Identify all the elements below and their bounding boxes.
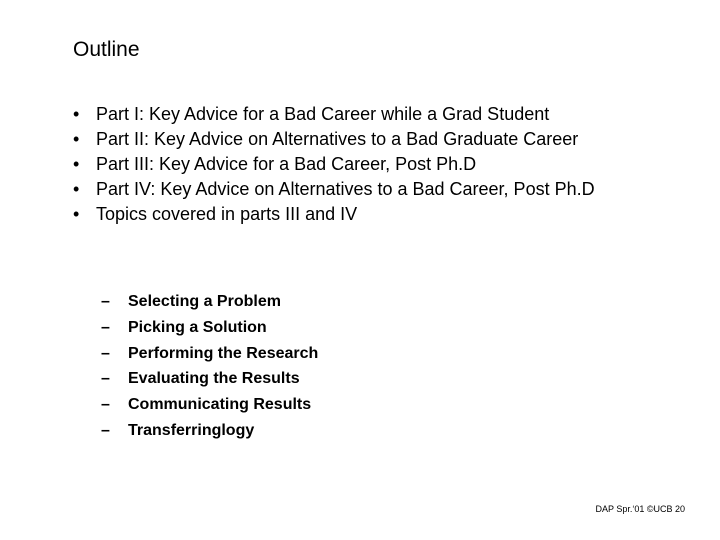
slide-title: Outline xyxy=(73,38,140,61)
dash-marker: – xyxy=(101,396,110,414)
sub-bullet-item xyxy=(101,318,318,338)
sub-bullet-text: Selecting a Problem xyxy=(128,293,281,310)
dash-marker: – xyxy=(101,293,110,310)
sub-bullet-item xyxy=(101,369,318,389)
sub-bullet-item xyxy=(101,344,318,364)
sub-bullet-text: Communicating Results xyxy=(128,396,312,414)
bullet-marker: • xyxy=(73,154,80,174)
bullet-item xyxy=(73,154,656,174)
sub-bullet-text: Evaluating the Results xyxy=(128,370,300,388)
sub-bullet-item xyxy=(101,292,318,312)
dash-marker: – xyxy=(101,370,110,388)
dash-marker: – xyxy=(101,318,110,336)
dash-marker: – xyxy=(101,344,110,362)
bullet-marker: • xyxy=(73,179,80,199)
bullet-list xyxy=(73,104,673,229)
bullet-text: Part III: Key Advice for a Bad Career, Post Ph.D xyxy=(96,154,477,174)
bullet-text: Part II: Key Advice on Alternatives to a Bad Graduate Career xyxy=(96,129,579,149)
bullet-item xyxy=(73,179,666,199)
bullet-text: Part IV: Key Advice on Alternatives to a Bad Career, Post Ph.D xyxy=(96,179,595,199)
dash-marker: – xyxy=(101,421,110,439)
sub-bullet-list xyxy=(101,292,318,447)
bullet-text: Part I: Key Advice for a Bad Career while a Grad Student xyxy=(96,104,550,124)
bullet-text: Topics covered in parts III and IV xyxy=(96,204,358,224)
bullet-marker: • xyxy=(73,204,80,224)
bullet-item xyxy=(73,104,656,124)
bullet-marker: • xyxy=(73,129,80,149)
bullet-item xyxy=(73,129,626,149)
bullet-marker: • xyxy=(73,104,80,124)
sub-bullet-text: Performing the Research xyxy=(128,344,319,362)
slide-footer: DAP Spr.‘01 ©UCB 20 xyxy=(595,504,685,514)
sub-bullet-item xyxy=(101,395,318,415)
sub-bullet-text: Transferringlogy xyxy=(128,421,255,439)
sub-bullet-item xyxy=(101,421,318,441)
sub-bullet-text: Picking a Solution xyxy=(128,318,267,336)
bullet-item xyxy=(73,204,656,224)
